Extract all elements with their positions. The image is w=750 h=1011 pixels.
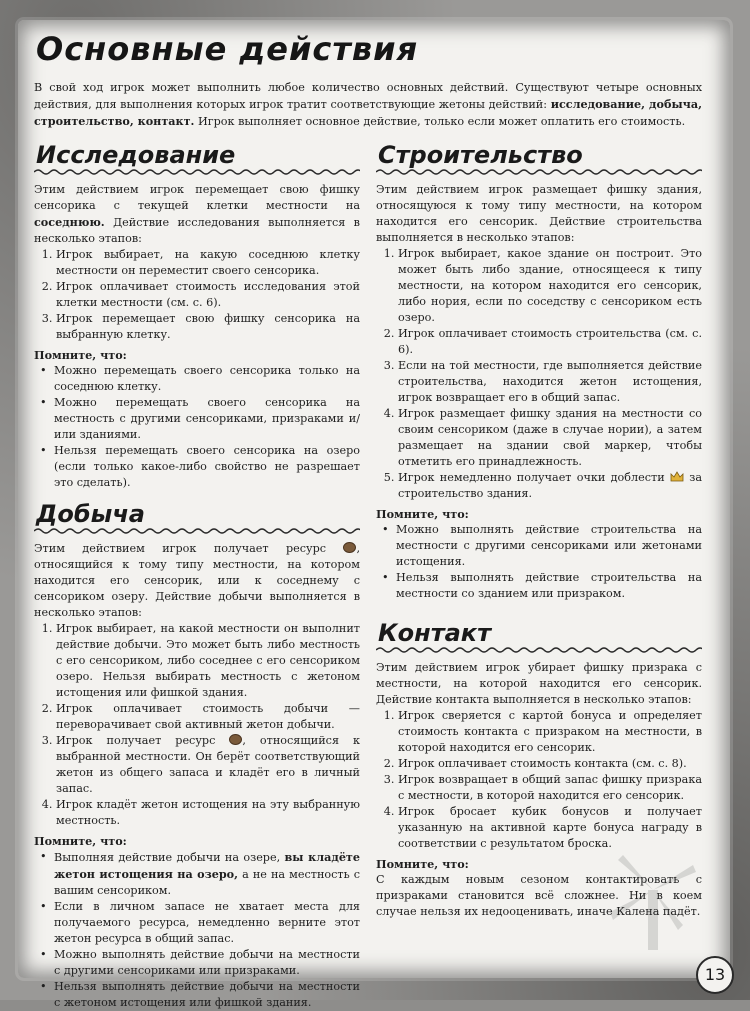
list-item [56, 733, 360, 797]
spacer [34, 491, 360, 499]
section-title-contact: Контакт [378, 619, 491, 647]
section-title-building: Строительство [378, 141, 583, 169]
list-item [54, 849, 360, 899]
right-column [376, 140, 702, 920]
left-column [34, 140, 360, 1011]
list-item: 4. Игрок размещает фишку здания на местности со своим сенсориком (даже в случае нории), а затем размещает на здании свой маркер, чтобы отметить его принадлежность. [398, 406, 702, 470]
list-item: • Можно перемещать своего сенсорика только на соседнюю клетку. [54, 363, 360, 395]
section-building [376, 140, 702, 602]
list-item: • Нельзя выполнять действие добычи на местности с жетоном истощения или фишкой здания. [54, 979, 360, 1011]
list-item: 1. Игрок выбирает, на какую соседнюю клетку местности он переместит своего сенсорика. [56, 247, 360, 279]
resource-icon [229, 734, 242, 745]
building-step5-text: Игрок немедленно получает очки доблести [398, 471, 665, 484]
remember-heading: Помните, что: [34, 348, 127, 362]
mining-intro [34, 541, 360, 621]
mining-note1-text: Выполняя действие добычи на озере, [54, 851, 285, 864]
exploration-intro [34, 182, 360, 247]
list-item: • Нельзя выполнять действие строительства на местности со зданием или призраком. [396, 570, 702, 602]
list-item: 3. Если на той местности, где выполняется действие строительства, находится жетон истощения, игрок возвращает его в общий запас. [398, 358, 702, 406]
list-item: 4. Игрок кладёт жетон истощения на эту выбранную местность. [56, 797, 360, 829]
list-item: 3. Игрок перемещает свою фишку сенсорика на выбранную клетку. [56, 311, 360, 343]
list-item: • Нельзя перемещать своего сенсорика на озеро (если только какое-либо свойство не разрешает это сделать). [54, 443, 360, 491]
crown-icon [670, 471, 684, 482]
building-steps [376, 246, 702, 502]
list-item: 2. Игрок оплачивает стоимость добычи — переворачивает свой активный жетон добычи. [56, 701, 360, 733]
list-item: 4. Игрок бросает кубик бонусов и получает указанную на активной карте бонуса награду в соответствии с результатом броска. [398, 804, 702, 852]
intro-paragraph [34, 80, 702, 130]
mining-note1-end: а не на местность с вашим сенсориком. [54, 868, 361, 897]
mining-note1-bold: вы кладёте жетон истощения на озеро, [54, 850, 360, 881]
list-item [398, 470, 702, 502]
building-intro: Этим действием игрок размещает фишку здания, относящуюся к тому типу местности, на котором находится его сенсорик. Действие строительства выполняется в несколько этапов: [376, 183, 702, 244]
list-item: • Если в личном запасе не хватает места для получаемого ресурса, немедленно верните этот жетон ресурса в общий запас. [54, 899, 360, 947]
list-item: • Можно перемещать своего сенсорика на местность с другими сенсориками, призраками и/или зданиями. [54, 395, 360, 443]
remember-heading: Помните, что: [34, 834, 127, 848]
page-number: 13 [696, 956, 734, 994]
mining-notes [34, 849, 360, 1011]
list-item: 3. Игрок возвращает в общий запас фишку призрака с местности, в которой находится его сенсорик. [398, 772, 702, 804]
remember-heading: Помните, что: [376, 857, 469, 871]
list-item: • Можно выполнять действие строительства на местности с другими сенсориками или жетонами истощения. [396, 522, 702, 570]
mining-step3-text: Игрок получает ресурс [56, 734, 216, 747]
contact-intro: Этим действием игрок убирает фишку призрака с местности, на которой находится его сенсорик. Действие контакта выполняется в несколько этапов: [376, 661, 702, 706]
list-item: 1. Игрок выбирает, на какой местности он выполнит действие добычи. Это может быть либо местность с его сенсориком, либо соседнее с его сенсориком озеро. Нельзя выбирать местность с жетоном истощения или фишкой здания. [56, 621, 360, 701]
section-exploration [34, 140, 360, 491]
spacer [376, 602, 702, 618]
exploration-intro-text: Этим действием игрок перемещает свою фишку сенсорика с текущей клетки местности на [34, 183, 360, 212]
intro-actions-list: исследование, добыча, строительство, контакт. [34, 97, 702, 128]
exploration-intro-bold: соседнюю. [34, 215, 105, 229]
mining-intro-end: , относящийся к тому типу местности, на котором находится его сенсорик, или к соседнему с сенсориком озеру. Действие добычи выполняется в несколько этапов: [34, 542, 360, 619]
building-notes [376, 522, 702, 602]
header-section [34, 28, 702, 144]
intro-text: В свой ход игрок может выполнить любое количество основных действий. Существуют четыре основных действия, для выполнения которых игрок тратит соответствующие жетоны действий: [34, 81, 702, 111]
exploration-intro-end: Действие исследования выполняется в несколько этапов: [34, 216, 360, 245]
remember-heading: Помните, что: [376, 507, 469, 521]
mining-intro-text: Этим действием игрок получает ресурс [34, 542, 327, 555]
section-title-mining: Добыча [36, 500, 145, 528]
building-step5-end: за строительство здания. [398, 471, 703, 500]
list-item: • Можно выполнять действие добычи на местности с другими сенсориками или призраками. [54, 947, 360, 979]
list-item: 2. Игрок оплачивает стоимость исследования этой клетки местности (см. с. 6). [56, 279, 360, 311]
list-item: 2. Игрок оплачивает стоимость строительства (см. с. 6). [398, 326, 702, 358]
contact-final-note: С каждым новым сезоном контактировать с призраками становится всё сложнее. Ни в коем случае нельзя их недооценивать, иначе Калена падёт. [376, 873, 702, 918]
exploration-notes [34, 363, 360, 491]
section-contact [376, 618, 702, 920]
mining-step3-end: , относящийся к выбранной местности. Он берёт соответствующий жетон из общего запаса и кладёт его в личный запас. [56, 734, 360, 795]
page-title: Основные действия [36, 30, 419, 68]
intro-text-end: Игрок выполняет основное действие, только если может оплатить его стоимость. [194, 115, 686, 128]
section-title-exploration: Исследование [36, 141, 236, 169]
contact-steps [376, 708, 702, 852]
exploration-steps [34, 247, 360, 343]
list-item: 1. Игрок выбирает, какое здание он построит. Это может быть либо здание, относящееся к типу местности, на котором находится его сенсорик, либо нория, если по соседству с сенсориком есть озеро. [398, 246, 702, 326]
section-mining [34, 499, 360, 1011]
resource-icon [343, 542, 356, 553]
mining-steps [34, 621, 360, 829]
list-item: 2. Игрок оплачивает стоимость контакта (см. с. 8). [398, 756, 702, 772]
list-item: 1. Игрок сверяется с картой бонуса и определяет стоимость контакта с призраком на местности, в которой находится его сенсорик. [398, 708, 702, 756]
